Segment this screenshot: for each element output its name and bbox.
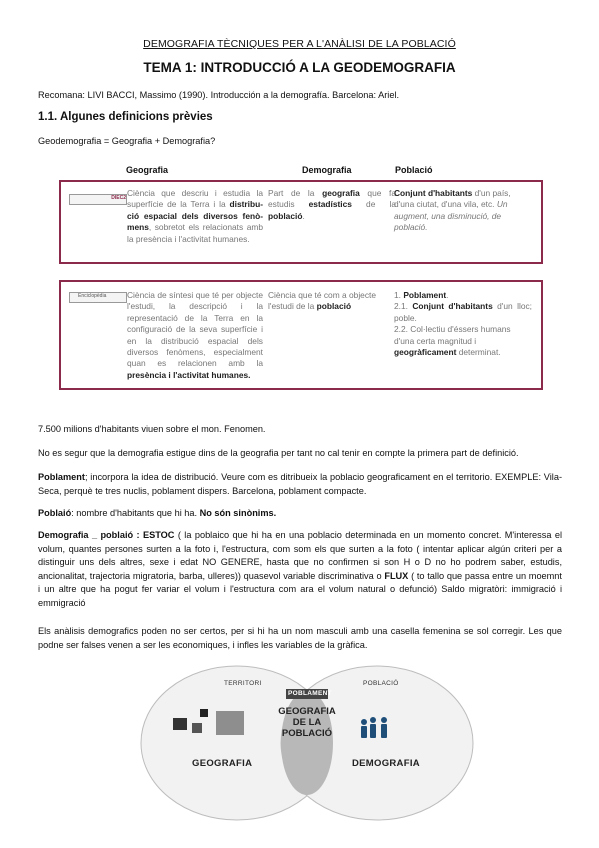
column-header-demografia: Demografia (302, 165, 352, 175)
poblacio-definition-1: Conjunt d'habitants d'un país, d'una ciutat, d'una vila, etc. Un augment, una disminució, de població. (394, 188, 511, 233)
venn-label-demografia: DEMOGRAFIA (352, 758, 420, 769)
people-icon (361, 717, 387, 738)
poblacio-def-item-1: 1. Poblament. (394, 290, 449, 300)
paragraph-not-sure: No es segur que la demografia estigue dins de la geografia per tant no cal tenir en compte la primera part de definició. (38, 448, 519, 458)
paragraph-poblament: Poblament; incorpora la idea de distribució. Veure com es ditribueix la poblacio geograficament en el territorio. EXEMPLE: Vila-Seca, perquè te tres nuclis, poblament dispers. Barcelona, poblament compacte. (38, 472, 562, 496)
territory-square-1 (173, 718, 187, 730)
venn-label-geografia: GEOGRAFIA (192, 758, 253, 769)
poblacio-definition-2 (394, 290, 532, 358)
diec-logo: DIEC2 (69, 194, 127, 205)
venn-diagram (140, 665, 480, 825)
document-header: DEMOGRAFIA TÈCNIQUES PER A L'ANÀLISI DE LA POBLACIÓ (143, 38, 456, 50)
poblacio-def-item-2-2: 2.2. Col·lectiu d'éssers humans d'una certa magnitud i geogràficament determinat. (394, 324, 511, 358)
column-header-poblacio: Població (395, 165, 433, 175)
page-title: TEMA 1: INTRODUCCIÓ A LA GEODEMOGRAFIA (143, 60, 456, 75)
formula-line: Geodemografia = Geografia + Demografia? (38, 136, 216, 146)
venn-label-poblacio: POBLACIÓ (363, 680, 399, 687)
enciclopedia-logo: Enciclopèdia (69, 292, 127, 303)
demografia-definition-1: Part de la geografia que fa estudis estadístics de la població. (268, 188, 396, 221)
paragraph-demografia: Demografia _ poblaió : ESTOC ( la poblaico que hi ha en una poblacio determinada en un momento concret. M'interessa el volum, quantes persones surten a la foto i, l'estructura, com som els que surten a la foto ( intentar aplicar algún criteri per a distinguir uns dels altres, sexe i edat NO GENERE, hasta que no confirmen si son H o D no ho podrem saber, estudis, ancionalitat, trajectoria migratoria, barba, ulleres)) quasevol variable discriminativa o FLUX ( to tallo que passa entre un moemnt i un altre que ha pogut fer variar el volum i l'estructura com ara el volum natural o defunció) Saldo migratòri: immigració i emmigració (38, 530, 563, 608)
section-heading: 1.1. Algunes definicions prèvies (38, 111, 213, 123)
definition-row-enciclopedia (59, 280, 543, 390)
demografia-definition-2: Ciència que té com a objecte l'estudi de la població (268, 290, 377, 312)
venn-center-label: GEOGRAFIA DE LA POBLACIÓ (278, 706, 336, 739)
venn-label-poblament: POBLAMENT (288, 690, 332, 697)
column-header-geografia: Geografia (126, 165, 169, 175)
paragraph-analisis: Els anàlisis demografics poden no ser certos, per si hi ha un nom masculi amb una casella femenina se sol corregir. Les que podne ser falses venen a ser les economiques, i infles les variables de la gràfica. (38, 626, 562, 650)
paragraph-poblacio: Poblaió: nombre d'habitants que hi ha. No són sinònims. (38, 508, 277, 518)
geografia-definition-2: Ciència de síntesi que té per objecte l'estudi, la descripció i la representació de la Terra en la configuració de la seva superfície i en la distribució espacial dels diversos fenòmens, especialment quan es relacionen amb la presència i l'activitat humanes. (127, 290, 263, 380)
venn-label-territori: TERRITORI (224, 680, 262, 687)
definition-row-diec (59, 180, 543, 264)
recommendation-line: Recomana: LIVI BACCI, Massimo (1990). Introducción a la demografía. Barcelona: Ariel. (38, 90, 400, 100)
territory-square-3 (192, 723, 202, 733)
geografia-definition-1: Ciència que descriu i estudia la superfície de la Terra i la distribu-ció espacial dels diversos fenò-mens, sobretot els relacionats amb la presència i l'activitat humanes. (127, 188, 263, 244)
territory-square-2 (200, 709, 208, 717)
paragraph-population-count: 7.500 milions d'habitants viuen sobre el mon. Fenomen. (38, 424, 266, 434)
poblacio-def-item-2-1: 2.1. Conjunt d'habitants d'un lloc; poble. (394, 301, 532, 323)
territory-square-4 (216, 711, 244, 735)
